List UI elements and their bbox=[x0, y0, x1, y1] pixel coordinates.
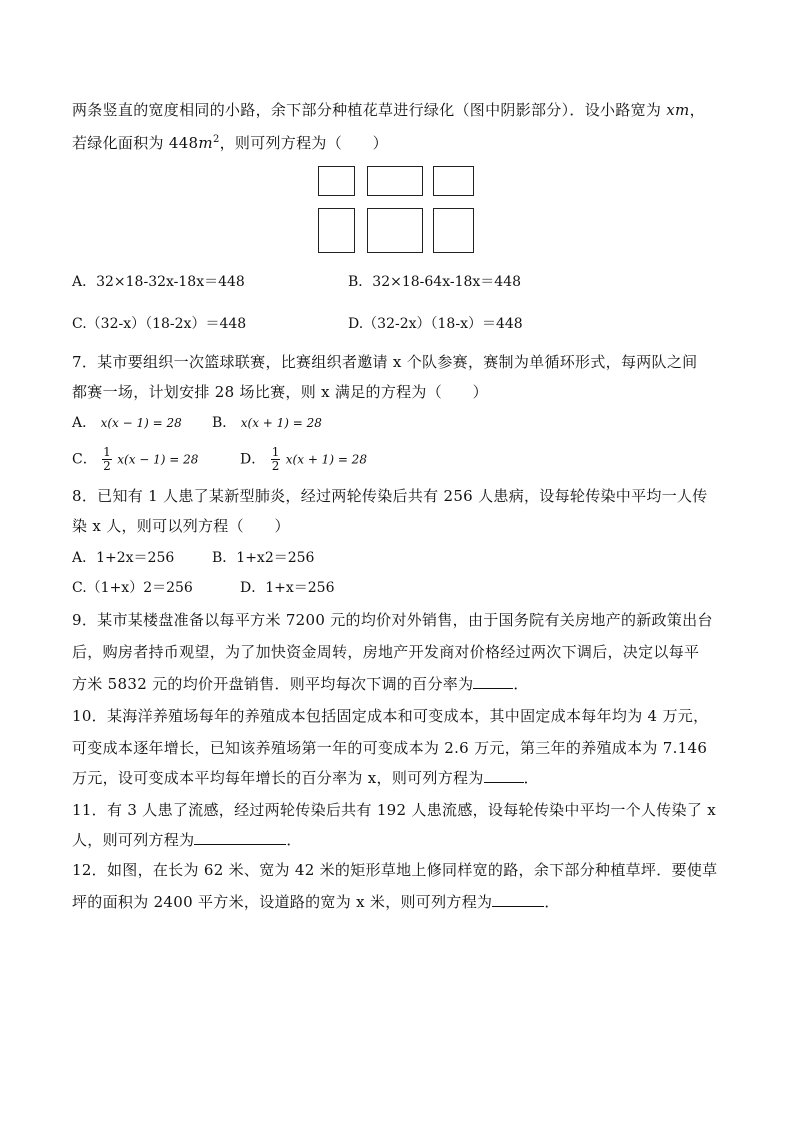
fraction-denominator: 2 bbox=[103, 459, 111, 473]
q6-area-unit: m bbox=[198, 134, 213, 152]
q12-question-text: 坪的面积为 2400 平方米，设道路的宽为 x 米，则可列方程为 bbox=[72, 893, 493, 911]
q8-option-c: C.（1+x）2＝256 bbox=[72, 580, 193, 596]
q6-option-c: C.（32-x）（18-2x）＝448 bbox=[72, 316, 247, 332]
q6-stem-line1 bbox=[72, 100, 705, 120]
q11-answer-blank[interactable] bbox=[194, 830, 286, 845]
q6-variable: xm bbox=[666, 101, 690, 119]
q8-option-b: B．1+x2＝256 bbox=[212, 550, 315, 566]
q6-option-b: B．32×18-64x-18x＝448 bbox=[348, 274, 522, 290]
fraction-denominator: 2 bbox=[271, 459, 280, 473]
q12-period: ． bbox=[544, 893, 560, 911]
q7-option-d-expr: x(x + 1) = 28 bbox=[285, 452, 367, 467]
q10-stem-line2: 可变成本逐年增长，已知该养殖场第一年的可变成本为 2.6 万元，第三年的养殖成本为 7.146 bbox=[72, 739, 708, 757]
q6-option-d: D.（32-2x）（18-x）＝448 bbox=[348, 316, 523, 332]
q10-stem-line1: 10．某海洋养殖场每年的养殖成本包括固定成本和可变成本，其中固定成本每年均为 4 万元， bbox=[72, 707, 709, 725]
fraction-numerator: 1 bbox=[103, 445, 111, 459]
garden-plot-bottom-left bbox=[318, 208, 355, 253]
q7-option-d-fraction bbox=[271, 446, 281, 473]
q7-option-d-label: D． bbox=[240, 451, 266, 468]
q6-area-text: 若绿化面积为 448 bbox=[72, 134, 199, 152]
q12-stem-line2 bbox=[72, 892, 560, 912]
q9-period: ． bbox=[513, 675, 529, 693]
q11-period: ． bbox=[286, 831, 302, 849]
garden-plot-top-middle bbox=[367, 166, 423, 196]
q6-stem-punct: ， bbox=[689, 101, 705, 119]
q10-answer-blank[interactable] bbox=[484, 768, 524, 783]
q7-option-a-expr: x(x − 1) = 28 bbox=[100, 416, 182, 430]
q9-stem-line1: 9．某市某楼盘准备以每平方米 7200 元的均价对外销售，由于国务院有关房地产的新政策出台 bbox=[72, 611, 713, 629]
q11-stem-line1: 11．有 3 人患了流感，经过两轮传染后共有 192 人患流感，设每轮传染中平均一个人传染了 x bbox=[72, 801, 716, 819]
q11-stem-line2 bbox=[72, 830, 302, 850]
garden-plot-top-right bbox=[433, 166, 474, 196]
q8-stem-line2: 染 x 人，则可以列方程（ ） bbox=[72, 517, 290, 535]
q8-option-d: D．1+x＝256 bbox=[240, 580, 335, 596]
q7-option-b bbox=[212, 413, 322, 433]
q12-answer-blank[interactable] bbox=[492, 892, 544, 907]
q9-question-text: 方米 5832 元的均价开盘销售．则平均每次下调的百分率为 bbox=[72, 675, 474, 693]
q7-option-c-expr: x(x − 1) = 28 bbox=[117, 452, 199, 467]
q6-area-exponent: 2 bbox=[212, 134, 220, 145]
q7-option-a bbox=[72, 413, 182, 433]
garden-plot-top-left bbox=[318, 166, 355, 196]
q7-option-b-label: B． bbox=[212, 415, 237, 431]
q8-stem-line1: 8．已知有 1 人患了某新型肺炎，经过两轮传染后共有 256 人患病，设每轮传染中平均一人传 bbox=[72, 487, 708, 505]
q7-option-a-label: A． bbox=[72, 415, 97, 431]
q6-stem-text: 两条竖直的宽度相同的小路，余下部分种植花草进行绿化（图中阴影部分）．设小路宽为 bbox=[72, 101, 667, 119]
q10-stem-line3 bbox=[72, 768, 539, 788]
q7-option-c bbox=[72, 446, 198, 473]
q10-period: ． bbox=[523, 769, 539, 787]
q10-question-text: 万元，设可变成本平均每年增长的百分率为 x，则可列方程为 bbox=[72, 769, 484, 787]
garden-plot-bottom-middle bbox=[367, 208, 423, 253]
q6-stem-line2 bbox=[72, 130, 388, 153]
q6-garden-figure bbox=[318, 166, 474, 254]
q7-option-c-fraction bbox=[102, 446, 112, 473]
q7-stem-line1: 7．某市要组织一次篮球联赛，比赛组织者邀请 x 个队参赛，赛制为单循环形式，每两队之间 bbox=[72, 353, 698, 371]
garden-plot-bottom-right bbox=[433, 208, 474, 253]
q7-option-c-label: C． bbox=[72, 451, 97, 468]
q7-stem-line2: 都赛一场，计划安排 28 场比赛，则 x 满足的方程为（ ） bbox=[72, 383, 488, 401]
q9-stem-line3 bbox=[72, 674, 529, 694]
fraction-numerator: 1 bbox=[271, 445, 280, 459]
q6-option-a: A．32×18-32x-18x＝448 bbox=[72, 274, 245, 290]
q6-question-text: ，则可列方程为（ ） bbox=[219, 134, 388, 152]
q8-option-a: A．1+2x＝256 bbox=[72, 550, 175, 566]
q9-answer-blank[interactable] bbox=[473, 674, 513, 689]
q11-question-text: 人，则可列方程为 bbox=[72, 831, 195, 849]
q12-stem-line1: 12．如图，在长为 62 米、宽为 42 米的矩形草地上修同样宽的路，余下部分种植草坪．要使草 bbox=[72, 861, 718, 879]
q7-option-b-expr: x(x + 1) = 28 bbox=[240, 416, 322, 430]
q9-stem-line2: 后，购房者持币观望，为了加快资金周转，房地产开发商对价格经过两次下调后，决定以每平 bbox=[72, 643, 700, 661]
q7-option-d bbox=[240, 446, 367, 473]
